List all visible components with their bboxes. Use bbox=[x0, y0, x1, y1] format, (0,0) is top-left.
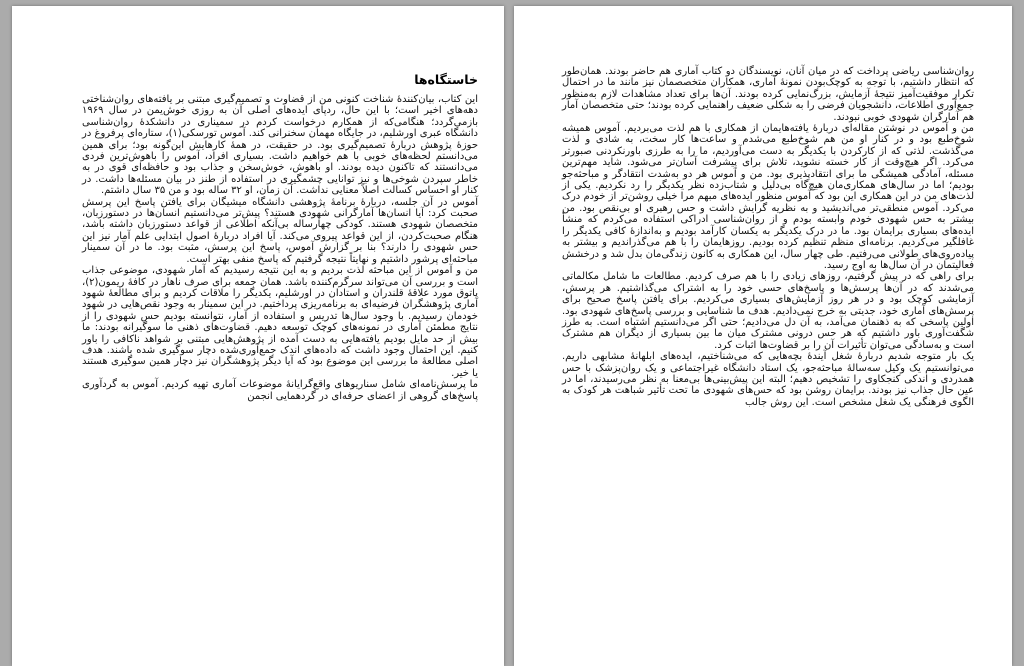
paragraph: من و آموس از این مباحثه لذت بردیم و به این نتیجه رسیدیم که آمار شهودی، موضوعی جذاب است و بررسی آن می‌تواند سرگرم‌کننده باشد. همان جمعه برای صرف ناهار در کافهٔ ریمون(۲)، پاتوق مورد علاقهٔ قلندران و استادان در اورشلیم، یکدیگر را ملاقات کردیم و برای مطالعهٔ شهود آماری پژوهشگران فرضیه‌ای به برنامه‌ریزی پرداختیم. در این سمینار به وجود نقص‌هایی در شهود خودمان رسیدیم. با وجود سال‌ها تدریس و استفاده از آمار، نتوانسته بودیم حس شهودی را از نتایج مطمئن آماری در نمونه‌های کوچک توسعه دهیم. قضاوت‌های ذهنی ما سوگیرانه بودند: ما بیش از حد مایل بودیم یافته‌هایی به دست آمده از پژوهش‌هایی مبتنی بر شواهد ناکافی را باور کنیم. این احتمال وجود داشت که داده‌های اندک جمع‌آوری‌شده دچار سوگیری شده باشند. هدف اصلی مطالعهٔ ما بررسی این موضوع بود که آیا دیگر پژوهشگران نیز دچار همین سوگیری هستند یا خیر. bbox=[82, 265, 478, 379]
paragraph: ما پرسش‌نامه‌ای شامل سناریوهای واقع‌گرایانهٔ موضوعات آماری تهیه کردیم. آموس به گردآوری پاسخ‌های گروهی از اعضای حرفه‌ای در گردهمایی انجمن bbox=[82, 379, 478, 402]
paragraph: روان‌شناسی ریاضی پرداخت که در میان آنان، نویسندگان دو کتاب آماری هم حاضر بودند. همان‌طور که انتظار داشتیم، با توجه به کوچک‌بودن نمونهٔ آماری، همکاران متخصصمان نیز مانند ما در احتمال تکرار موفقیت‌آمیز نتیجهٔ آزمایش، بزرگ‌نمایی کرده بودند. آن‌ها برای تعداد مشاهدات لازم به‌منظور جمع‌آوری اطلاعات، دانشجویان فرضی را به شکلی ضعیف راهنمایی کرده بودند؛ حتی متخصصان آمار هم آمارگران شهودی خوبی نبودند. bbox=[562, 66, 974, 123]
section-heading: خاستگاه‌ها bbox=[414, 72, 478, 87]
paragraph: یک بار متوجه شدیم دربارهٔ شغل آیندهٔ بچه‌هایی که می‌شناختیم، ایده‌های ابلهانهٔ مشابهی داریم. می‌توانستیم یک وکیل سه‌سالهٔ مباحثه‌جو، یک استاد دانشگاه غیراجتماعی و یک روان‌پزشک با حس همدردی و اندکی کنجکاوی را تشخیص دهیم؛ البته این پیش‌بینی‌ها بی‌معنا به نظر می‌رسیدند، اما در عین حال جذاب نیز بودند. برایمان روشن بود که حس‌های شهودی ما تحت تأثیر شباهت هر کودک به الگوی فرهنگی یک شغل مشخص است. این روش جالب bbox=[562, 351, 974, 408]
paragraph: این کتاب، بیان‌کنندهٔ شناخت کنونی من از قضاوت و تصمیم‌گیری مبتنی بر یافته‌های روان‌شناختی دهه‌های اخیر است؛ با این حال، ردپای ایده‌های اصلی آن به روزی خوش‌یمن در سال ۱۹۶۹ بازمی‌گردد؛ هنگامی‌که از همکارم درخواست کردم در سمیناری در دانشکدهٔ روان‌شناسی دانشگاه عبری اورشلیم، در جایگاه مهمان سخنرانی کند. آموس تورسکی(۱)، ستاره‌ای پرفروغ در حوزهٔ پژوهش دربارهٔ تصمیم‌گیری بود. در حقیقت، در همهٔ کارهایش این‌گونه بود؛ برای همین می‌دانستم لحظه‌های خوبی با هم خواهیم داشت. بسیاری افراد، آموس را باهوش‌ترین فردی می‌دانستند که تاکنون دیده بودند. او باهوش، خوش‌سخن و جذاب بود و حافظه‌ای قوی در به خاطر سپردن شوخی‌ها و نیز توانایی چشمگیری در استفاده از طنز در بیان مسئله‌ها داشت. در کنار او احساس کسالت اصلاً معنایی نداشت. آن زمان، او ۳۲ ساله بود و من ۳۵ سال داشتم. bbox=[82, 94, 478, 197]
paragraph: آموس در آن جلسه، دربارهٔ برنامهٔ پژوهشی دانشگاه میشیگان برای یافتن پاسخ این پرسش صحبت کرد: آیا انسان‌ها آمارگرانی شهودی هستند؟ پیش‌تر می‌دانستیم انسان‌ها در دستورزبان، متخصصان شهودی هستند. کودکی چهارساله بی‌آنکه اطلاعی از قواعد دستورزبان داشته باشد، هنگام صحبت‌کردن، از این قواعد پیروی می‌کند. آیا افراد دربارهٔ اصول ابتدایی علم آمار نیز این حس شهودی را دارند؟ بنا بر گزارش آموس، پاسخ این پرسش، مثبت بود. ما در آن سمینار مباحثه‌ای پرشور داشتیم و نهایتاً نتیجه گرفتیم که پاسخ منفی بهتر است. bbox=[82, 196, 478, 265]
paragraph: برای راهی که در پیش گرفتیم، روزهای زیادی را با هم صرف کردیم. مطالعات ما شامل مکالماتی می‌شدند که در آن‌ها پرسش‌ها و پاسخ‌های حسی خود را به اشتراک می‌گذاشتیم. هر پرسش، آزمایشی کوچک بود و در هر روز آزمایش‌های بسیاری می‌کردیم. برای یافتن پاسخ صحیح برای پرسش‌های آماری خود، جدیتی به خرج نمی‌دادیم. هدف ما شناسایی و بررسی پاسخ‌های شهودی بود. اولین پاسخی که به ذهنمان می‌آمد، به آن دل می‌دادیم؛ حتی اگر می‌دانستیم اشتباه است. به طرز شگفت‌آوری باور داشتیم که هر حس درونی مشترک میان ما بین بسیاری از دیگران هم مشترک است و به‌سادگی می‌توان تأثیرات آن را بر قضاوت‌ها اثبات کرد. bbox=[562, 271, 974, 351]
left-page-body bbox=[82, 94, 478, 402]
paragraph: من و آموس در نوشتن مقاله‌ای دربارهٔ یافته‌هایمان از همکاری با هم لذت می‌بردیم. آموس همیشه شوخ‌طبع بود و در کنار او من هم شوخ‌طبع می‌شدم و ساعت‌ها کار سخت، به شادی و لذت می‌گذشت. لذتی که از کارکردن با یکدیگر به دست می‌آوردیم، ما را به طرزی باورنکردنی صبورتر می‌کرد. اگر هیچ‌وقت از کار خسته نشوید، تلاش برای پیشرفت آسان‌تر می‌شود. شاید مهم‌ترین مسئله، آمادگی همیشگی ما برای انتقادپذیری بود. من و آموس هر دو به‌شدت انتقادگر و مباحثه‌جو بودیم؛ اما در سال‌های همکاری‌مان هیچ‌گاه بی‌دلیل و شتاب‌زده نظر یکدیگر را رد نکردیم. یکی از لذت‌های من در این همکاری این بود که آموس منظور ایده‌های مبهم مرا خیلی روشن‌تر از خودم درک می‌کرد. آموس منطقی‌تر می‌اندیشید و به نظریه گرایش داشت و حس رهبری او بی‌نقص بود. من بیشتر به حس شهودی خودم وابسته بودم و از روان‌شناسی ادراکی استفاده می‌کردم که منشأ ایده‌های بسیاری برایمان بود. ما در درک یکدیگر به یکسان کارآمد بودیم و به‌اندازهٔ کافی یکدیگر را غافلگیر می‌کردیم. برنامه‌ای منظم تنظیم کرده بودیم. روزهایمان را با هم می‌گذراندیم و بیشتر به پیاده‌روی‌های طولانی می‌رفتیم. طی چهار سال، این همکاری به کانون زندگی‌مان بدل شد و درخشش فعالیتمان در آن سال‌ها به اوج رسید. bbox=[562, 123, 974, 271]
right-page-body bbox=[562, 66, 974, 408]
document-page-left bbox=[12, 6, 504, 666]
document-page-right bbox=[514, 6, 1012, 666]
